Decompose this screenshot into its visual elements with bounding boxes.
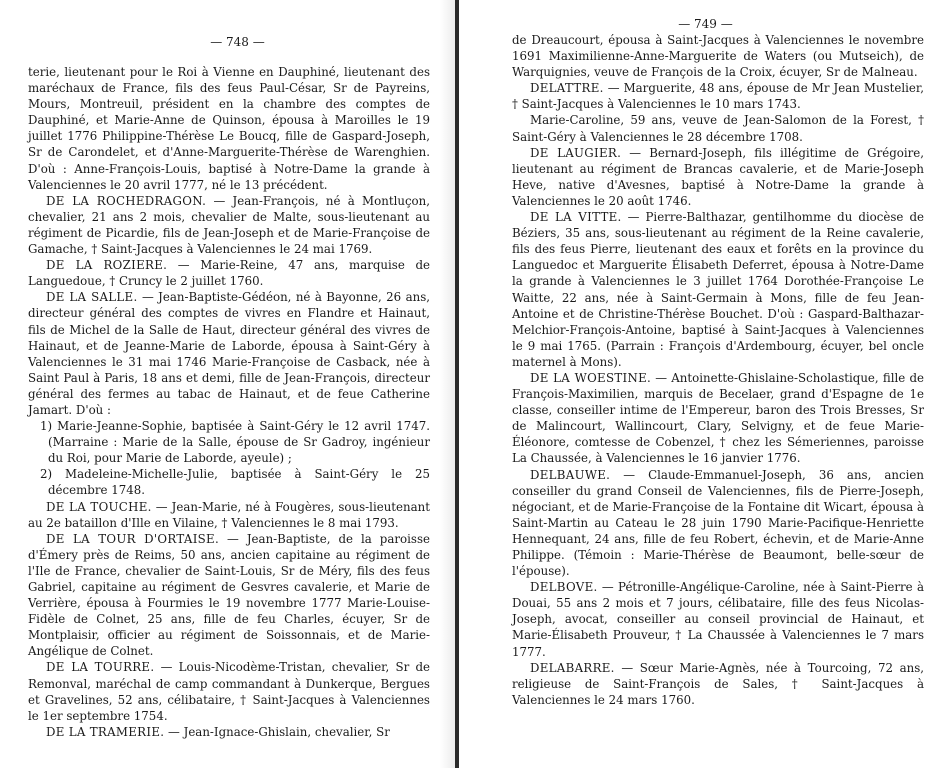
entry-name: DELBOVE. <box>530 580 598 595</box>
entry-name: DELATTRE. <box>530 81 604 96</box>
entry-text: — Jean-François, né à Montluçon, chevalier, 21 ans 2 mois, chevalier de Malte, sous-lieutenant au régiment de Picardie, fils de Jean-Joseph et de Marie-Françoise de Gamache, † Saint-Jacques à Valenciennes le 24 mai 1769. <box>28 193 430 257</box>
right-page-text <box>512 32 924 708</box>
entry-de-la-tramerie <box>28 724 430 740</box>
entry-name: DE LA TOUR D'ORTAISE. <box>46 531 220 546</box>
entry-text: Madeleine-Michelle-Julie, baptisée à Saint-Géry le 25 décembre 1748. <box>48 467 430 498</box>
entry-name: DE LA SALLE. <box>46 290 138 305</box>
entry-text: — Jean-Ignace-Ghislain, chevalier, Sr <box>164 724 390 739</box>
entry-de-la-vitte <box>512 209 924 370</box>
entry-text: — Jean-Marie, né à Fougères, sous-lieutenant au 2e bataillon d'Ille en Vilaine, † Valenciennes le 8 mai 1793. <box>28 499 430 530</box>
entry-name: DELABARRE. <box>530 660 615 675</box>
entry-name: DE LA WOESTINE. <box>530 370 652 385</box>
left-page <box>0 0 445 768</box>
list-label: 2) <box>40 467 53 482</box>
entry-de-la-salle-child-2 <box>28 466 430 498</box>
left-page-text <box>28 64 430 740</box>
entry-name: DE LAUGIER. <box>530 145 622 160</box>
entry-delattre <box>512 80 924 112</box>
entry-text: — Marguerite, 48 ans, épouse de Mr Jean Mustelier, † Saint-Jacques à Valenciennes le 10 mars 1743. <box>512 81 924 112</box>
entry-name: DE LA VITTE. <box>530 210 622 225</box>
entry-text: — Louis-Nicodème-Tristan, chevalier, Sr de Remonval, maréchal de camp commandant à Dunkerque, Bergues et Gravelines, 52 ans, célibataire, † Saint-Jacques à Valenciennes le 1er septembre 1754. <box>28 660 430 723</box>
list-label: 1) <box>40 419 53 434</box>
entry-text: — Sœur Marie-Agnès, née à Tourcoing, 72 ans, religieuse de Saint-François de Sales, † Saint-Jacques à Valenciennes le 24 mars 1760. <box>512 660 924 707</box>
entry-de-la-touche <box>28 499 430 531</box>
entry-name: DE LA TRAMERIE. <box>46 724 165 739</box>
entry-delbauwe <box>512 467 924 580</box>
entry-text: — Pierre-Balthazar, gentilhomme du diocèse de Béziers, 35 ans, sous-lieutenant au régiment de la Reine cavalerie, fils des feus Pierre, lieutenant des eaux et forêts en la province du Languedoc et Marguerite Élisabeth Deferret, épousa à Notre-Dame la grande à Valenciennes le 3 juillet 1764 Dorothée-Françoise Le Waitte, 22 ans, née à Saint-Germain à Mons, fille de feu Jean-Antoine et de Christine-Thérèse Bouchet. D'où : Gaspard-Balthazar-Melchior-François-Antoine, baptisé à Saint-Jacques à Valenciennes le 9 mai 1765. (Parrain : François d'Ardembourg, écuyer, bel oncle maternel à Mons). <box>512 210 924 369</box>
entry-delattre-2: Marie-Caroline, 59 ans, veuve de Jean-Salomon de la Forest, † Saint-Géry à Valenciennes le 28 décembre 1708. <box>512 113 924 144</box>
entry-text: — Claude-Emmanuel-Joseph, 36 ans, ancien conseiller du grand Conseil de Valenciennes, fils de Pierre-Joseph, négociant, et de Marie-Françoise de la Fontaine dit Wicart, épousa à Saint-Martin au Cateau le 28 juin 1790 Marie-Pacifique-Henriette Hennequant, 24 ans, fille de feu Robert, échevin, et de Marie-Anne Philippe. (Témoin : Marie-Thérèse de Beaumont, belle-sœur de l'épouse). <box>512 467 924 579</box>
entry-de-la-tourre <box>28 659 430 723</box>
book-gutter <box>455 0 459 768</box>
entry-de-la-salle-child-1 <box>28 418 430 466</box>
entry-name: DE LA ROZIERE. <box>46 258 168 273</box>
entry-de-la-roziere <box>28 257 430 289</box>
entry-de-la-tour-dortaise <box>28 531 430 660</box>
entry-de-la-salle <box>28 289 430 418</box>
entry-name: DELBAUWE. <box>530 467 611 482</box>
gutter-shadow <box>440 0 455 768</box>
entry-de-la-woestine <box>512 370 924 467</box>
entry-text: — Jean-Baptiste-Gédéon, né à Bayonne, 26 ans, directeur général des comptes de vivres en Flandre et Hainaut, fils de Michel de la Salle de Haut, directeur général des vivres de Hainaut, et de Jeanne-Marie de Laborde, épousa à Saint-Géry à Valenciennes le 31 mai 1746 Marie-Françoise de Casback, née à Saint Paul à Paris, 18 ans et demi, fille de Jean-François, directeur général des fermes au tabac de Hainaut, et de feue Catherine Jamart. D'où : <box>28 290 431 417</box>
entry-text: — Marie-Reine, 47 ans, marquise de Languedoue, † Cruncy le 2 juillet 1760. <box>28 258 430 289</box>
page-number-left: — 748 — <box>210 35 265 49</box>
entry-name: DE LA TOURRE. <box>46 660 155 675</box>
page-number-right: — 749 — <box>678 17 733 31</box>
entry-delbove <box>512 579 924 659</box>
entry-text: — Bernard-Joseph, fils illégitime de Grégoire, lieutenant au régiment de Brancas cavalerie, et de Marie-Joseph Heve, native d'Avesnes, baptisé à Notre-Dame la grande à Valenciennes le 20 août 1746. <box>512 145 924 208</box>
entry-name: DE LA TOUCHE. <box>46 499 152 514</box>
entry-text: Marie-Jeanne-Sophie, baptisée à Saint-Géry le 12 avril 1747. (Marraine : Marie de la Salle, épouse de Sr Gadroy, ingénieur du Roi, pour Marie de Laborde, ayeule) ; <box>48 419 430 466</box>
entry-text: — Pétronille-Angélique-Caroline, née à Saint-Pierre à Douai, 55 ans 2 mois et 7 jours, célibataire, fille des feus Nicolas-Joseph, avocat, conseiller au conseil provincial de Hainaut, et Marie-Élisabeth Prouveur, † La Chaussée à Valenciennes le 7 mars 1777. <box>512 580 924 659</box>
entry-text: — Antoinette-Ghislaine-Scholastique, fille de François-Maximilien, marquis de Becelaer, grand d'Espagne de 1e classe, conseiller intime de l'Empereur, baron des Trois Bresses, Sr de Malincourt, Wallincourt, Clary, Selvigny, et de feue Marie-Éléonore, comtesse de Cobenzel, † chez les Sémeriennes, paroisse La Chaussée, à Valenciennes le 16 janvier 1776. <box>512 370 925 466</box>
entry-delabarre <box>512 660 924 708</box>
paragraph-continuation: de Dreaucourt, épousa à Saint-Jacques à Valenciennes le novembre 1691 Maximilienne-Anne-Marguerite de Waters (ou Mutseich), de Warquignies, veuve de François de la Croix, écuyer, Sr de Malneau. <box>512 33 924 80</box>
right-page <box>462 0 937 768</box>
entry-de-la-rochedragon <box>28 193 430 257</box>
entry-de-laugier <box>512 145 924 209</box>
paragraph-continuation: terie, lieutenant pour le Roi à Vienne en Dauphiné, lieutenant des maréchaux de France, fils des feus Paul-César, Sr de Payreins, Mours, Montreuil, président en la chambre des comptes de Dauphiné, et Marie-Anne de Quinson, épousa à Maroilles le 19 juillet 1776 Philippine-Thérèse Le Boucq, fille de Gaspard-Joseph, Sr de Carondelet, et d'Anne-Marguerite-Thérèse de Warenghien. D'où : Anne-François-Louis, baptisé à Notre-Dame la grande à Valenciennes le 20 avril 1777, né le 13 précédent. <box>28 65 430 192</box>
entry-text: — Jean-Baptiste, de la paroisse d'Émery près de Reims, 50 ans, ancien capitaine au régiment de l'Ile de France, chevalier de Saint-Louis, Sr de Méry, fils des feus Gabriel, capitaine au régiment de Gesvres cavalerie, et Marie de Verrière, épousa à Fourmies le 19 novembre 1777 Marie-Louise-Fidèle de Colnet, 25 ans, fille de feu Charles, écuyer, Sr de Montplaisir, officier au régiment de Soissonnais, et de Marie-Angélique de Colnet. <box>28 531 430 659</box>
entry-name: DE LA ROCHEDRAGON. <box>46 193 207 208</box>
